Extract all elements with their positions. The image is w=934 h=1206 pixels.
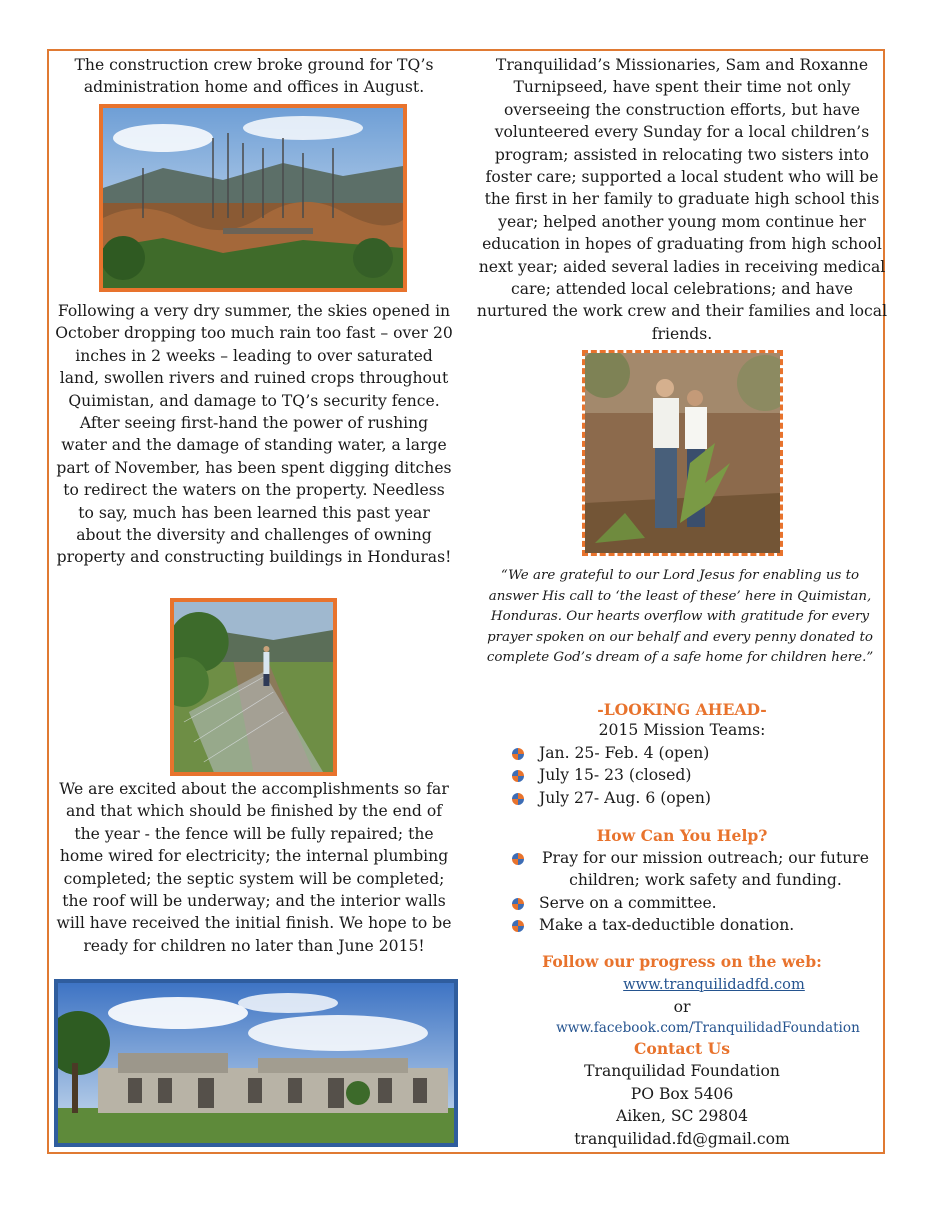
bullet-icon xyxy=(512,793,524,805)
list-item: Pray for our mission outreach; our future children; work safety and funding. xyxy=(512,847,872,892)
bullet-icon xyxy=(512,853,524,865)
list-item: Serve on a committee. xyxy=(512,892,872,914)
how-can-you-help-heading: How Can You Help? xyxy=(596,826,768,845)
list-item: July 27- Aug. 6 (open) xyxy=(512,787,872,809)
bullet-icon xyxy=(512,748,524,760)
help-list xyxy=(512,847,872,937)
gratitude-quote: “We are grateful to our Lord Jesus for enabling us to answer His call to ‘the least of these’ here in Quimistan, Honduras. Our hearts overflow with gratitude for every prayer spoken on our behalf and every penny donated to complete God’s dream of a safe home for children here.” xyxy=(486,568,874,666)
facebook-link[interactable]: www.facebook.com/TranquilidadFoundation xyxy=(556,1020,860,1036)
looking-ahead-heading: -LOOKING AHEAD- xyxy=(597,700,767,719)
missionaries-photo xyxy=(582,350,783,556)
contact-email[interactable]: tranquilidad.fd@gmail.com xyxy=(574,1129,790,1148)
building-progress-photo xyxy=(54,979,458,1147)
contact-city: Aiken, SC 29804 xyxy=(615,1107,749,1126)
contact-block xyxy=(476,1038,888,1150)
fence-damage-photo xyxy=(170,598,337,776)
bullet-icon xyxy=(512,898,524,910)
missionaries-text: Tranquilidad’s Missionaries, Sam and Roxanne Turnipseed, have spent their time not only overseeing the construction efforts, but have volunteered every Sunday for a local children’s program; assisted in relocating two sisters into foster care; supported a local student who will be the first in her family to graduate high school this year; helped another young mom continue her education in hopes of graduating from high school next year; aided several ladies in receiving medical care; attended local celebrations; and have nurtured the work crew and their families and local friends. xyxy=(476,56,888,343)
website-link[interactable]: www.tranquilidadfd.com xyxy=(623,976,805,993)
bullet-icon xyxy=(512,920,524,932)
follow-progress-heading: Follow our progress on the web: xyxy=(542,952,822,971)
contact-us-heading: Contact Us xyxy=(634,1039,730,1058)
accomplishments-text: We are excited about the accomplishments so far and that which should be finished by the end of the year - the fence will be fully repaired; the home wired for electricity; the internal plumbing completed; the septic system will be completed; the roof will be underway; and the interior walls will have received the initial finish. We hope to be ready for children no later than June 2015! xyxy=(56,780,452,955)
or-text: or xyxy=(673,998,691,1016)
contact-po-box: PO Box 5406 xyxy=(630,1084,734,1103)
contact-name: Tranquilidad Foundation xyxy=(584,1062,780,1081)
list-item: July 15- 23 (closed) xyxy=(512,764,872,786)
mission-teams-label: 2015 Mission Teams: xyxy=(598,721,766,739)
construction-intro-text: The construction crew broke ground for TQ’s administration home and offices in August. xyxy=(74,56,434,97)
mission-teams-list xyxy=(512,742,872,809)
construction-site-photo xyxy=(99,104,407,292)
list-item: Make a tax-deductible donation. xyxy=(512,914,872,936)
list-item: Jan. 25- Feb. 4 (open) xyxy=(512,742,872,764)
bullet-icon xyxy=(512,770,524,782)
rain-damage-text: Following a very dry summer, the skies opened in October dropping too much rain too fast – over 20 inches in 2 weeks – leading to over saturated land, swollen rivers and ruined crops throughout Quimistan, and damage to TQ’s security fence. After seeing first-hand the power of rushing water and the damage of standing water, a large part of November, has been spent digging ditches to redirect the waters on the property. Needless to say, much has been learned this past year about the diversity and challenges of owning property and constructing buildings in Honduras! xyxy=(55,302,453,567)
